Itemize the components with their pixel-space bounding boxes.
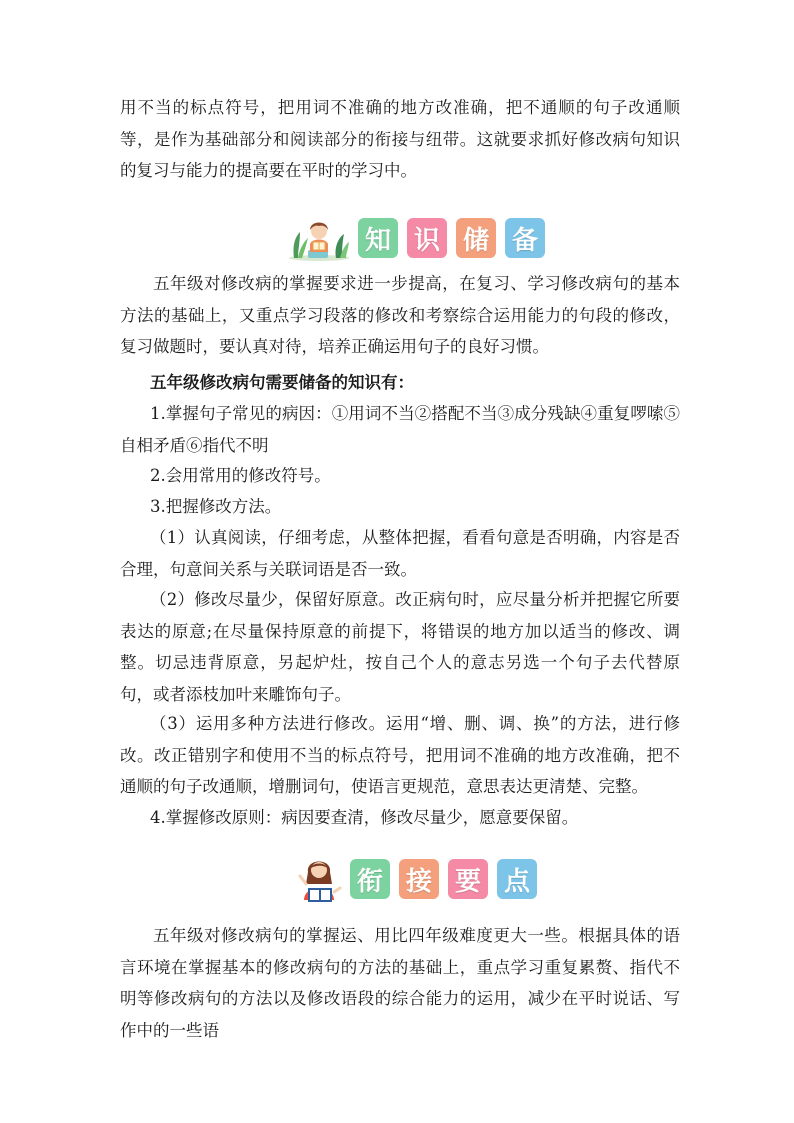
section1-paragraph: 五年级对修改病的掌握要求进一步提高，在复习、学习修改病句的基本方法的基础上，又重点学习段落的修改和考察综合运用能力的句段的修改，复习做题时，要认真对待，培养正确运用句子的良好习惯。	[120, 274, 680, 356]
section-banner-connection	[298, 854, 546, 904]
knowledge-item-2: 2.会用常用的修改符号。	[150, 466, 331, 485]
knowledge-item-1: 1.掌握句子常见的病因：①用词不当②搭配不当③成分残缺④重复啰嗦⑤自相矛盾⑥指代不明	[120, 404, 680, 455]
method-sub-2: （2）修改尽量少，保留好原意。改正病句时，应尽量分析并把握它所要表达的原意;在尽量保持原意的前提下，将错误的地方加以适当的修改、调整。切忌违背原意，另起炉灶，按自己个人的意志另选一个句子去代替原句，或者添枝加叶来雕饰句子。	[120, 590, 680, 704]
tile-zhi: 知	[358, 218, 398, 258]
tile-jie: 接	[399, 859, 439, 899]
tile-dian: 点	[497, 859, 537, 899]
tile-xian: 衔	[350, 859, 390, 899]
teacher-holding-book-icon	[298, 854, 342, 904]
intro-paragraph: 用不当的标点符号，把用词不准确的地方改准确，把不通顺的句子改通顺等，是作为基础部分和阅读部分的衔接与纽带。这就要求抓好修改病句知识的复习与能力的提高要在平时的学习中。	[120, 98, 680, 180]
knowledge-subheading: 五年级修改病句需要储备的知识有：	[150, 373, 414, 392]
knowledge-item-3: 3.把握修改方法。	[150, 497, 282, 516]
section2-paragraph: 五年级对修改病句的掌握运、用比四年级难度更大一些。根据具体的语言环境在掌握基本的修改病句的方法的基础上，重点学习重复累赘、指代不明等修改病句的方法以及修改语段的综合能力的运用，减少在平时说话、写作中的一些语	[120, 926, 680, 1040]
section-banner-knowledge	[288, 214, 554, 262]
tile-bei: 备	[505, 218, 545, 258]
knowledge-item-4: 4.掌握修改原则：病因要查清，修改尽量少，愿意要保留。	[150, 808, 579, 827]
child-reading-with-plants-icon	[288, 214, 350, 262]
method-sub-3: （3）运用多种方法进行修改。运用“增、删、调、换”的方法，进行修改。改正错别字和使用不当的标点符号，把用词不准确的地方改准确，把不通顺的句子改通顺，增删词句，使语言更规范，意思表达更清楚、完整。	[120, 714, 680, 796]
tile-shi: 识	[407, 218, 447, 258]
method-sub-1: （1）认真阅读，仔细考虑，从整体把握，看看句意是否明确，内容是否合理，句意间关系与关联词语是否一致。	[120, 528, 680, 579]
tile-yao: 要	[448, 859, 488, 899]
tile-chu: 储	[456, 218, 496, 258]
